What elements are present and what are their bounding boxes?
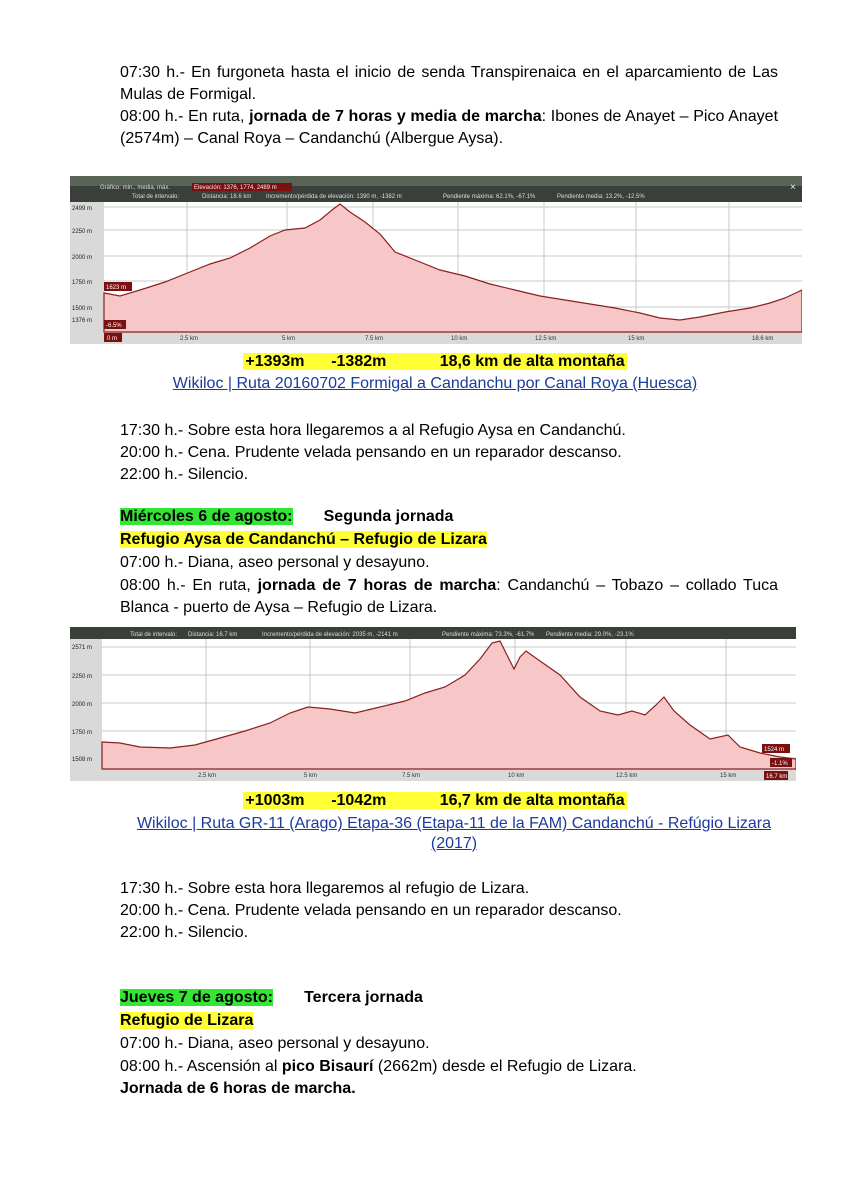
svg-text:Pendiente media: 13.2%, -12.5%: Pendiente media: 13.2%, -12.5%	[557, 194, 645, 200]
svg-text:Distancia: 18.6 km: Distancia: 18.6 km	[202, 194, 252, 200]
day2-stats: +1003m -1042m 16,7 km de alta montaña	[245, 792, 625, 809]
svg-text:12.5 km: 12.5 km	[616, 773, 638, 779]
chart2-header-stats	[130, 632, 634, 638]
svg-text:1750 m: 1750 m	[72, 280, 93, 286]
svg-text:10 km: 10 km	[451, 336, 468, 342]
chart1-header-stats	[132, 194, 645, 200]
svg-text:Total de intervalo:: Total de intervalo:	[132, 194, 180, 200]
svg-text:12.5 km: 12.5 km	[535, 336, 557, 342]
svg-text:Pendiente máxima: 62.1%, -67.1: Pendiente máxima: 62.1%, -67.1%	[443, 194, 536, 200]
chart1-header-top: Gráfico: min., media, máx.	[100, 185, 171, 191]
svg-text:1500 m: 1500 m	[72, 306, 93, 312]
day1-transport-paragraph: 07:30 h.- En furgoneta hasta el inicio de senda Transpirenaica en el aparcamiento de Las Mulas de Formigal.	[120, 64, 778, 103]
day2-heading	[120, 506, 778, 528]
svg-text:7.5 km: 7.5 km	[402, 773, 421, 779]
svg-text:1623 m: 1623 m	[106, 285, 127, 291]
svg-text:2000 m: 2000 m	[72, 702, 93, 708]
svg-text:1750 m: 1750 m	[72, 730, 93, 736]
svg-text:10 km: 10 km	[508, 773, 525, 779]
svg-text:2000 m: 2000 m	[72, 255, 93, 261]
svg-text:2.5 km: 2.5 km	[180, 336, 199, 342]
schedule-item: 17:30 h.- Sobre esta hora llegaremos al refugio de Lizara.	[120, 880, 530, 897]
day3-route-title: Refugio de Lizara	[120, 1012, 254, 1029]
svg-text:1524 m: 1524 m	[764, 747, 785, 753]
day2-stage: Segunda jornada	[323, 508, 454, 525]
svg-text:Incremento/pérdida de elevació: Incremento/pérdida de elevación: 2035 m, -2141 m	[262, 632, 398, 638]
schedule-item: 22:00 h.- Silencio.	[120, 924, 249, 941]
svg-text:Pendiente máxima: 73.3%, -61.7: Pendiente máxima: 73.3%, -61.7%	[442, 632, 535, 638]
day3-date: Jueves 7 de agosto:	[120, 989, 273, 1006]
elevation-chart-1-svg	[70, 176, 802, 344]
day1-wikiloc-link-container	[70, 374, 800, 394]
svg-text:Incremento/pérdida de elevació: Incremento/pérdida de elevación: 1390 m, -1382 m	[266, 194, 402, 200]
svg-text:18.6 km: 18.6 km	[752, 336, 774, 342]
elevation-chart-2-svg	[70, 627, 796, 781]
svg-text:2571 m: 2571 m	[72, 645, 93, 651]
svg-text:1376 m: 1376 m	[72, 318, 93, 324]
svg-text:2.5 km: 2.5 km	[198, 773, 217, 779]
day3-route-paragraph: 08:00 h.- Ascensión al pico Bisaurí (2662m) desde el Refugio de Lizara. Jornada de 6 horas de marcha.	[120, 1058, 637, 1097]
svg-text:Distancia: 16.7 km: Distancia: 16.7 km	[188, 632, 238, 638]
svg-text:Pendiente media: 29.0%, -23.1%: Pendiente media: 29.0%, -23.1%	[546, 632, 634, 638]
svg-text:Total de intervalo:: Total de intervalo:	[130, 632, 178, 638]
day1-schedule	[120, 420, 778, 486]
svg-text:1508 m: 1508 m	[72, 757, 93, 763]
day2-schedule	[120, 878, 778, 944]
svg-text:2499 m: 2499 m	[72, 206, 93, 212]
day1-stats: +1393m -1382m 18,6 km de alta montaña	[245, 353, 625, 370]
day2-route-paragraph: 08:00 h.- En ruta, jornada de 7 horas de marcha: Candanchú – Tobazo – collado Tuca Blanca - puerto de Aysa – Refugio de Lizara.	[120, 577, 779, 616]
svg-text:0 m: 0 m	[107, 336, 118, 342]
elevation-profile-chart-1	[70, 176, 802, 344]
chart1-close-icon[interactable]: ×	[790, 182, 796, 193]
svg-text:2250 m: 2250 m	[72, 229, 93, 235]
chart1-header-elev: Elevación: 1376, 1774, 2489 m	[194, 185, 277, 191]
day2-wakeup: 07:00 h.- Diana, aseo personal y desayuno.	[120, 554, 430, 571]
day3-wakeup: 07:00 h.- Diana, aseo personal y desayuno.	[120, 1035, 430, 1052]
schedule-item: 20:00 h.- Cena. Prudente velada pensando en un reparador descanso.	[120, 902, 622, 919]
svg-text:16.7 km: 16.7 km	[766, 774, 788, 780]
svg-text:2250 m: 2250 m	[72, 674, 93, 680]
svg-text:5 km: 5 km	[304, 773, 318, 779]
svg-text:7.5 km: 7.5 km	[365, 336, 384, 342]
elevation-profile-chart-2	[70, 627, 796, 781]
day2-wikiloc-link-container	[130, 814, 778, 854]
day2-date: Miércoles 6 de agosto:	[120, 508, 293, 525]
schedule-item: 17:30 h.- Sobre esta hora llegaremos a al Refugio Aysa en Candanchú.	[120, 422, 626, 439]
schedule-item: 20:00 h.- Cena. Prudente velada pensando en un reparador descanso.	[120, 444, 622, 461]
day1-wikiloc-link[interactable]: Wikiloc | Ruta 20160702 Formigal a Candanchu por Canal Roya (Huesca)	[172, 375, 698, 392]
svg-text:5 km: 5 km	[282, 336, 296, 342]
day3-stage: Tercera jornada	[304, 989, 423, 1006]
day2-wikiloc-link[interactable]: Wikiloc | Ruta GR-11 (Arago) Etapa-36 (Etapa-11 de la FAM) Candanchú - Refúgio Lizara (2017)	[136, 815, 772, 852]
schedule-item: 22:00 h.- Silencio.	[120, 466, 249, 483]
svg-text:15 km: 15 km	[720, 773, 737, 779]
svg-text:-6.5%: -6.5%	[106, 323, 122, 329]
svg-text:-1.1%: -1.1%	[772, 761, 788, 767]
day3-heading	[120, 987, 778, 1009]
svg-text:15 km: 15 km	[628, 336, 645, 342]
day2-route-title: Refugio Aysa de Candanchú – Refugio de Lizara	[120, 531, 487, 548]
day1-route-paragraph: 08:00 h.- En ruta, jornada de 7 horas y media de marcha: Ibones de Anayet – Pico Anayet (2574m) – Canal Roya – Candanchú (Albergue Aysa).	[120, 108, 779, 147]
